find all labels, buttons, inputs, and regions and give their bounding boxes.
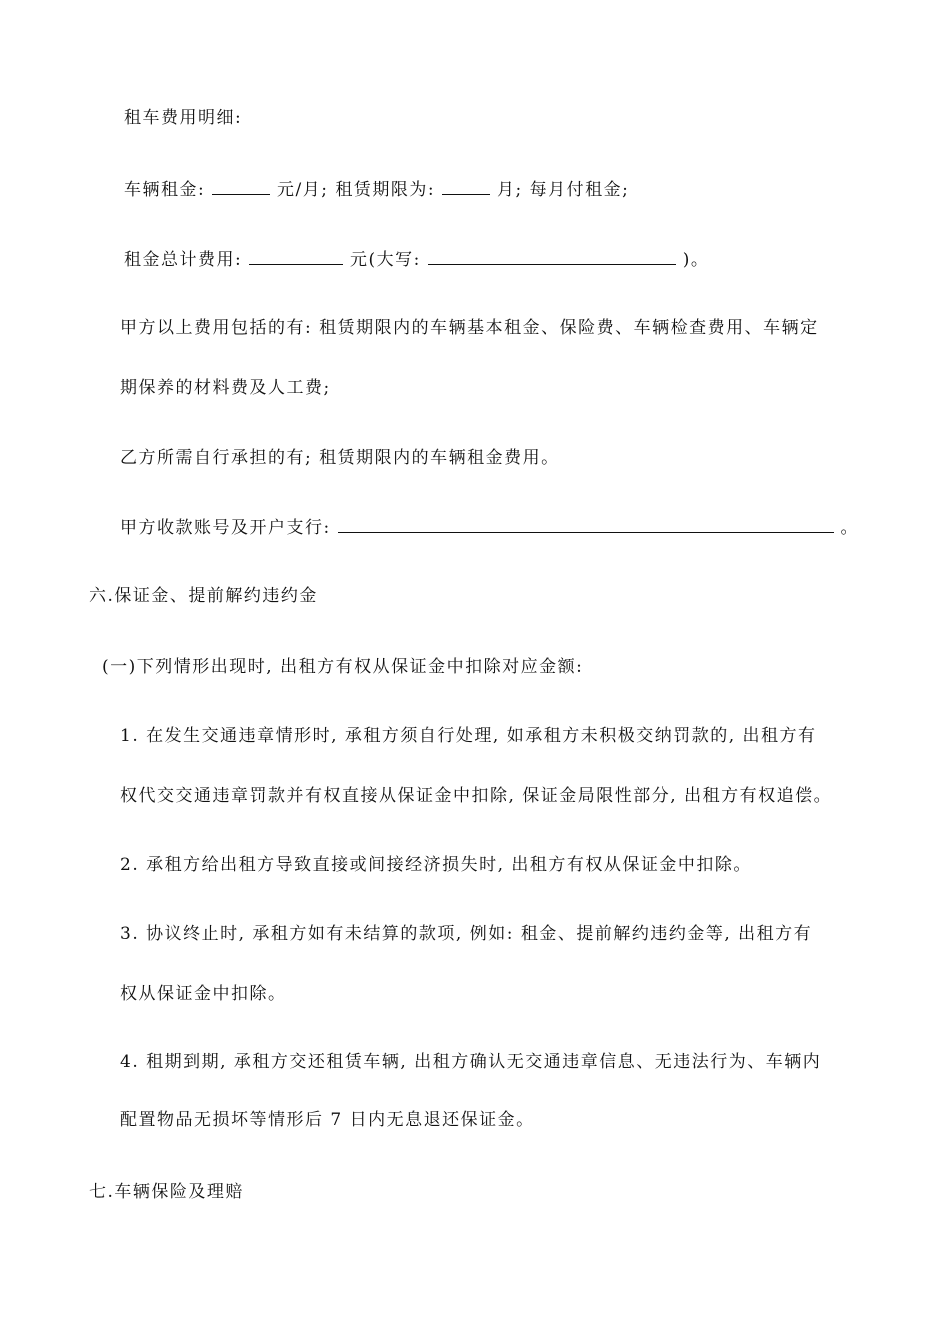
clause-3-text: 3. 协议终止时, 承租方如有未结算的款项, 例如: 租金、提前解约违约金等, 出租方有 — [120, 924, 813, 944]
uppercase-amount-label: 元(大写: — [350, 250, 421, 270]
bank-account-line — [120, 514, 859, 540]
clause-2-text: 2. 承租方给出租方导致直接或间接经济损失时, 出租方有权从保证金中扣除。 — [120, 855, 752, 875]
total-rent-line — [124, 246, 709, 272]
total-rent-label: 租金总计费用: — [124, 250, 243, 270]
bank-account-closing: 。 — [840, 518, 860, 538]
section-6-heading: 六.保证金、提前解约违约金 — [89, 586, 318, 606]
bank-account-label: 甲方收款账号及开户支行: — [120, 518, 331, 538]
clause-4-text: 4. 租期到期, 承租方交还租赁车辆, 出租方确认无交通违章信息、无违法行为、车辆内 — [120, 1052, 822, 1072]
total-rent-closing: )。 — [682, 250, 710, 270]
party-a-fees-text: 甲方以上费用包括的有: 租赁期限内的车辆基本租金、保险费、车辆检查费用、车辆定 — [120, 318, 819, 338]
clause-3-text-continued: 权从保证金中扣除。 — [120, 984, 287, 1004]
rent-term-label: 元/月; 租赁期限为: — [277, 180, 436, 200]
monthly-rent-blank — [212, 176, 270, 195]
vehicle-rent-label: 车辆租金: — [124, 180, 206, 200]
rental-fee-details-heading: 租车费用明细: — [124, 108, 243, 128]
total-amount-blank — [249, 246, 343, 265]
clause-4-text-continued: 配置物品无损坏等情形后 7 日内无息退还保证金。 — [120, 1110, 535, 1130]
party-a-fees-text-continued: 期保养的材料费及人工费; — [120, 378, 331, 398]
subsection-1-heading: (一)下列情形出现时, 出租方有权从保证金中扣除对应金额: — [102, 657, 584, 677]
bank-account-blank — [338, 514, 834, 533]
section-7-heading: 七.车辆保险及理赔 — [89, 1182, 244, 1202]
uppercase-amount-blank — [428, 246, 676, 265]
clause-1-text-continued: 权代交交通违章罚款并有权直接从保证金中扣除, 保证金局限性部分, 出租方有权追偿。 — [120, 786, 833, 806]
lease-term-blank — [442, 176, 490, 195]
party-b-fees-text: 乙方所需自行承担的有; 租赁期限内的车辆租金费用。 — [120, 448, 560, 468]
clause-1-text: 1. 在发生交通违章情形时, 承租方须自行处理, 如承租方未积极交纳罚款的, 出租方有 — [120, 726, 817, 746]
monthly-payment-label: 月; 每月付租金; — [496, 180, 630, 200]
vehicle-rent-line — [124, 176, 629, 202]
